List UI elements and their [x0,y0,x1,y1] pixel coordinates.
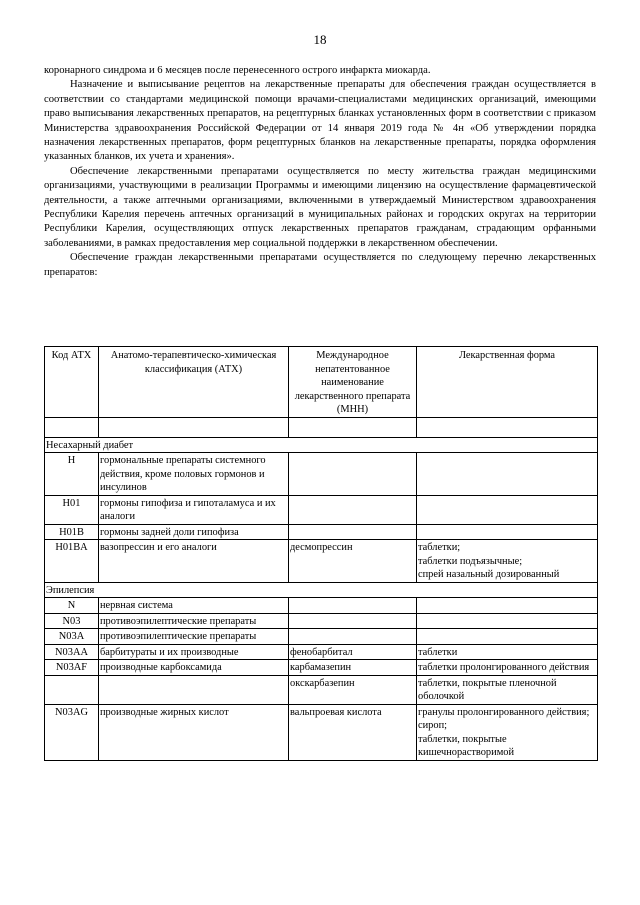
cell-classification: производные карбоксамида [99,660,289,676]
paragraph-1: коронарного синдрома и 6 месяцев после перенесенного острого инфаркта миокарда. [44,65,431,76]
cell-inn [289,524,417,540]
cell-inn: фенобарбитал [289,644,417,660]
table-header-row [45,347,598,418]
cell-code: N [45,598,99,614]
header-form: Лекарственная форма [417,347,598,418]
cell-form [417,495,598,524]
header-inn: Международное непатентованное наименование лекарственного препарата (МНН) [289,347,417,418]
table-row [45,629,598,645]
cell-form: таблетки; таблетки подъязычные; спрей назальный дозированный [417,540,598,583]
cell-classification: противоэпилептические препараты [99,613,289,629]
cell-code: N03A [45,629,99,645]
table-row [45,660,598,676]
cell-inn [289,613,417,629]
table-row [45,453,598,496]
body-text [44,64,596,280]
cell-code: H01 [45,495,99,524]
cell-classification: барбитураты и их производные [99,644,289,660]
cell-inn: окскарбазепин [289,675,417,704]
cell-classification: противоэпилептические препараты [99,629,289,645]
cell-inn: вальпроевая кислота [289,704,417,760]
table-row [45,704,598,760]
header-code: Код АТХ [45,347,99,418]
table-row [45,644,598,660]
cell-form [417,598,598,614]
header-spacer-row [45,417,598,437]
table-row [45,613,598,629]
table-row [45,524,598,540]
cell-form [417,524,598,540]
table-row [45,540,598,583]
cell-classification: производные жирных кислот [99,704,289,760]
cell-code: H01B [45,524,99,540]
section-title: Несахарный диабет [45,437,598,453]
cell-inn [289,629,417,645]
table-row [45,495,598,524]
section-row [45,437,598,453]
cell-code: H [45,453,99,496]
cell-form: таблетки [417,644,598,660]
cell-code: N03 [45,613,99,629]
cell-classification [99,675,289,704]
table-row [45,675,598,704]
cell-code: N03AG [45,704,99,760]
cell-form [417,629,598,645]
cell-classification: гормональные препараты системного действия, кроме половых гормонов и инсулинов [99,453,289,496]
cell-form [417,613,598,629]
cell-inn [289,495,417,524]
cell-form: гранулы пролонгированного действия; сироп; таблетки, покрытые кишечнорастворимой [417,704,598,760]
cell-code [45,675,99,704]
cell-form: таблетки, покрытые пленочной оболочкой [417,675,598,704]
drug-list-table [44,346,598,761]
cell-code: H01BA [45,540,99,583]
paragraph-2: Назначение и выписывание рецептов на лекарственные препараты для обеспечения граждан осуществляется в соответствии со стандартами медицинской помощи врачами-специалистами медицинских организаций, имеющими право выписывания лекарственных препаратов, на рецептурных бланках установленных форм в соответствии с приказом Министерства здравоохранения Российской Федерации от 14 января 2019 года № 4н «Об утверждении порядка назначения лекарственных препаратов, форм рецептурных бланков на лекарственные препараты, порядка оформления указанных бланков, их учета и хранения». [44,79,596,163]
cell-inn [289,453,417,496]
cell-code: N03AA [45,644,99,660]
cell-classification: нервная система [99,598,289,614]
cell-inn: карбамазепин [289,660,417,676]
cell-classification: вазопрессин и его аналоги [99,540,289,583]
cell-classification: гормоны гипофиза и гипоталамуса и их аналоги [99,495,289,524]
page-number: 18 [313,32,327,47]
section-title: Эпилепсия [45,582,598,598]
cell-inn [289,598,417,614]
table-body [45,437,598,760]
cell-form [417,453,598,496]
paragraph-4: Обеспечение граждан лекарственными препаратами осуществляется по следующему перечню лекарственных препаратов: [44,252,596,278]
cell-code: N03AF [45,660,99,676]
cell-classification: гормоны задней доли гипофиза [99,524,289,540]
header-classification: Анатомо-терапевтическо-химическая классификация (АТХ) [99,347,289,418]
cell-form: таблетки пролонгированного действия [417,660,598,676]
section-row [45,582,598,598]
table-row [45,598,598,614]
cell-inn: десмопрессин [289,540,417,583]
paragraph-3: Обеспечение лекарственными препаратами осуществляется по месту жительства граждан медицинскими организациями, участвующими в реализации Программы и имеющими лицензию на осуществление фармацевтической деятельности, а также аптечными организациями, включенными в утверждаемый Министерством здравоохранения Республики Карелия перечень аптечных организаций в муниципальных районах и городских округах на территории Республики Карелия, осуществляющих отпуск лекарственных препаратов гражданам, страдающим орфанными заболеваниями, в рамках предоставления мер социальной поддержки в лекарственном обеспечении. [44,165,596,249]
